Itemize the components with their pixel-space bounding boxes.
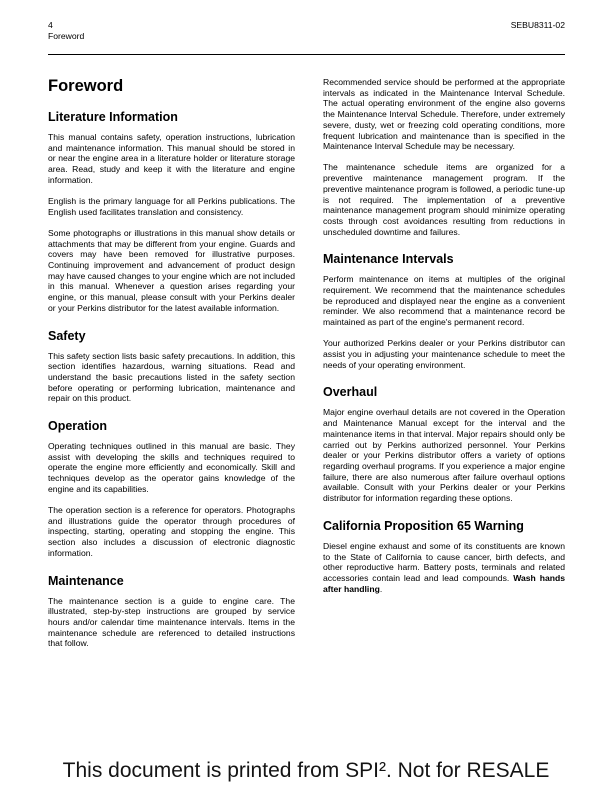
paragraph: English is the primary language for all Perkins publications. The English used facilitates translation and consistency. bbox=[48, 196, 295, 217]
page-number: 4 bbox=[48, 20, 53, 30]
section-heading-california-prop-65: California Proposition 65 Warning bbox=[323, 518, 524, 533]
header-right bbox=[511, 20, 565, 31]
paragraph: The maintenance section is a guide to engine care. The illustrated, step-by-step instructions are grouped by service hours and/or calendar time maintenance intervals. Items in the maintenance schedule are referenced to detailed instructions that follow. bbox=[48, 595, 295, 649]
page-title: Foreword bbox=[48, 77, 124, 95]
chapter-label: Foreword bbox=[48, 31, 85, 41]
section-heading-safety: Safety bbox=[48, 328, 86, 343]
paragraph: The maintenance schedule items are organized for a preventive maintenance management program. If the preventive maintenance program is followed, a periodic tune-up is not required. The implementation of a preventive maintenance management program should minimize operating costs through cost avoidances resulting from reductions in unscheduled downtime and failures. bbox=[323, 162, 565, 237]
section-heading-maintenance-intervals: Maintenance Intervals bbox=[323, 252, 454, 267]
paragraph bbox=[323, 541, 565, 595]
section-heading-overhaul: Overhaul bbox=[323, 385, 378, 400]
section-heading-operation: Operation bbox=[48, 419, 108, 434]
paragraph: The operation section is a reference for operators. Photographs and illustrations guide the operator through procedures of inspecting, starting, operating and stopping the engine. This section also includes a discussion of electronic diagnostic information. bbox=[48, 505, 295, 558]
doc-code: SEBU8311-02 bbox=[510, 20, 565, 30]
two-column-body bbox=[48, 77, 565, 660]
prop65-period: . bbox=[379, 583, 383, 594]
paragraph: Your authorized Perkins dealer or your Perkins distributor can assist you in adjusting your maintenance schedule to meet the needs of your operating environment. bbox=[323, 338, 565, 370]
paragraph: Recommended service should be performed at the appropriate intervals as indicated in the Maintenance Interval Schedule. The actual operating environment of the engine also governs the Maintenance Interval Schedule. Therefore, under extremely severe, dusty, wet or freezing cold operating conditions, more frequent lubrication and maintenance than is specified in the Maintenance Interval Schedule may be necessary. bbox=[323, 77, 565, 152]
paragraph: Operating techniques outlined in this manual are basic. They assist with developing the skills and techniques required to operate the engine more efficiently and economically. Skill and techniques develop as the operator gains knowledge of the engine and its capabilities. bbox=[48, 441, 295, 494]
section-heading-literature-information: Literature Information bbox=[48, 110, 178, 124]
header-left bbox=[48, 20, 84, 42]
prop65-text: Diesel engine exhaust and some of its constituents are known to the State of California to cause cancer, birth defects, and other reproductive harm. Battery posts, terminals and related accessories contain lead and lead compounds. bbox=[323, 540, 565, 583]
right-column bbox=[323, 77, 565, 660]
page-header bbox=[48, 20, 565, 42]
paragraph: Some photographs or illustrations in this manual show details or attachments that may be different from your engine. Guards and covers may have been removed for illustrative purposes. Continuing improvement and advancement of product design may have caused changes to your engine which are not included in this manual. Whenever a question arises regarding your engine, or this manual, please consult with your Perkins dealer or your Perkins distributor for the latest available information. bbox=[48, 227, 295, 313]
header-rule bbox=[48, 54, 565, 55]
bold-warning-phrase: Wash hands after handling bbox=[323, 572, 566, 594]
paragraph: This manual contains safety, operation instructions, lubrication and maintenance information. This manual should be stored in or near the engine area in a literature holder or literature storage area. Read, study and keep it with the literature and engine information. bbox=[48, 132, 295, 185]
footer-notice: This document is printed from SPI². Not for RESALE bbox=[62, 759, 550, 782]
paragraph: This safety section lists basic safety precautions. In addition, this section identifies hazardous, warning situations. Read and understand the basic precautions listed in the safety section before operating or performing lubrication, maintenance and repair on this product. bbox=[48, 350, 295, 404]
paragraph: Perform maintenance on items at multiples of the original requirement. We recommend that the maintenance schedules be reproduced and displayed near the engine as a convenient reminder. We also recommend that a maintenance record be maintained as part of the engine's permanent record. bbox=[323, 274, 565, 328]
section-heading-maintenance: Maintenance bbox=[48, 573, 124, 588]
left-column bbox=[48, 77, 295, 660]
paragraph: Major engine overhaul details are not covered in the Operation and Maintenance Manual except for the interval and the maintenance items in that interval. Major repairs should only be carried out by Perkins authorized personnel. Your Perkins dealer or your Perkins distributor offers a variety of options regarding overhaul programs. If you experience a major engine failure, there are also numerous after failure overhaul options available. Consult with your Perkins dealer or your Perkins distributor for information regarding these options. bbox=[323, 407, 565, 504]
